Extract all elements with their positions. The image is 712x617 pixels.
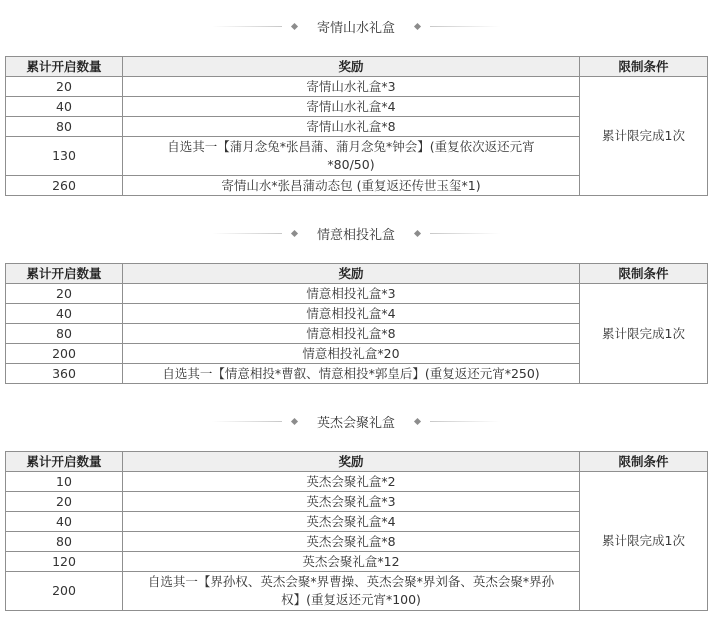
count-cell: 10 [6, 472, 123, 492]
header-limit: 限制条件 [580, 264, 708, 284]
reward-cell: 情意相投礼盒*3 [123, 284, 580, 304]
reward-line: *80/50) [327, 157, 375, 172]
limit-cell: 累计限完成1次 [580, 77, 708, 196]
reward-table-1 [5, 56, 708, 196]
section-title-1 [0, 16, 712, 36]
reward-cell: 英杰会聚礼盒*8 [123, 532, 580, 552]
reward-cell: 寄情山水礼盒*8 [123, 117, 580, 137]
section-title-text: 英杰会聚礼盒 [316, 415, 395, 431]
diamond-icon [414, 229, 421, 236]
count-cell: 130 [6, 137, 123, 176]
count-cell: 80 [6, 117, 123, 137]
count-cell: 40 [6, 512, 123, 532]
count-cell: 40 [6, 97, 123, 117]
diamond-icon [291, 22, 298, 29]
reward-table-3 [5, 451, 708, 611]
count-cell: 260 [6, 176, 123, 196]
section-title-2 [0, 223, 712, 243]
reward-table-2 [5, 263, 708, 384]
count-cell: 40 [6, 304, 123, 324]
limit-cell: 累计限完成1次 [580, 472, 708, 611]
count-cell: 120 [6, 552, 123, 572]
reward-line: 自选其一【蒲月念兔*张昌蒲、蒲月念兔*钟会】(重复依次返还元宵 [167, 139, 535, 154]
header-count: 累计开启数量 [6, 57, 123, 77]
table-row [6, 284, 708, 304]
reward-cell: 英杰会聚礼盒*3 [123, 492, 580, 512]
table-header-row [6, 452, 708, 472]
count-cell: 80 [6, 324, 123, 344]
count-cell: 200 [6, 344, 123, 364]
count-cell: 80 [6, 532, 123, 552]
table-row [6, 472, 708, 492]
header-reward: 奖励 [123, 452, 580, 472]
reward-cell: 寄情山水礼盒*4 [123, 97, 580, 117]
reward-cell [123, 572, 580, 611]
header-reward: 奖励 [123, 57, 580, 77]
header-reward: 奖励 [123, 264, 580, 284]
reward-cell: 寄情山水礼盒*3 [123, 77, 580, 97]
section-title-3 [0, 411, 712, 431]
diamond-icon [414, 22, 421, 29]
section-title-text: 寄情山水礼盒 [316, 20, 395, 36]
reward-cell: 英杰会聚礼盒*2 [123, 472, 580, 492]
table-header-row [6, 264, 708, 284]
header-limit: 限制条件 [580, 57, 708, 77]
limit-cell: 累计限完成1次 [580, 284, 708, 384]
diamond-icon [291, 417, 298, 424]
count-cell: 360 [6, 364, 123, 384]
section-title-text: 情意相投礼盒 [316, 227, 395, 243]
header-count: 累计开启数量 [6, 452, 123, 472]
reward-line: 权】(重复返还元宵*100) [281, 592, 421, 607]
reward-line: 自选其一【界孙权、英杰会聚*界曹操、英杰会聚*界刘备、英杰会聚*界孙 [147, 574, 555, 589]
reward-cell: 英杰会聚礼盒*4 [123, 512, 580, 532]
count-cell: 200 [6, 572, 123, 611]
table-row [6, 77, 708, 97]
reward-cell: 自选其一【情意相投*曹叡、情意相投*郭皇后】(重复返还元宵*250) [123, 364, 580, 384]
table-header-row [6, 57, 708, 77]
count-cell: 20 [6, 284, 123, 304]
reward-cell [123, 137, 580, 176]
reward-cell: 情意相投礼盒*4 [123, 304, 580, 324]
header-count: 累计开启数量 [6, 264, 123, 284]
diamond-icon [414, 417, 421, 424]
reward-cell: 寄情山水*张昌蒲动态包 (重复返还传世玉玺*1) [123, 176, 580, 196]
count-cell: 20 [6, 492, 123, 512]
reward-cell: 情意相投礼盒*20 [123, 344, 580, 364]
count-cell: 20 [6, 77, 123, 97]
reward-cell: 英杰会聚礼盒*12 [123, 552, 580, 572]
diamond-icon [291, 229, 298, 236]
header-limit: 限制条件 [580, 452, 708, 472]
reward-cell: 情意相投礼盒*8 [123, 324, 580, 344]
